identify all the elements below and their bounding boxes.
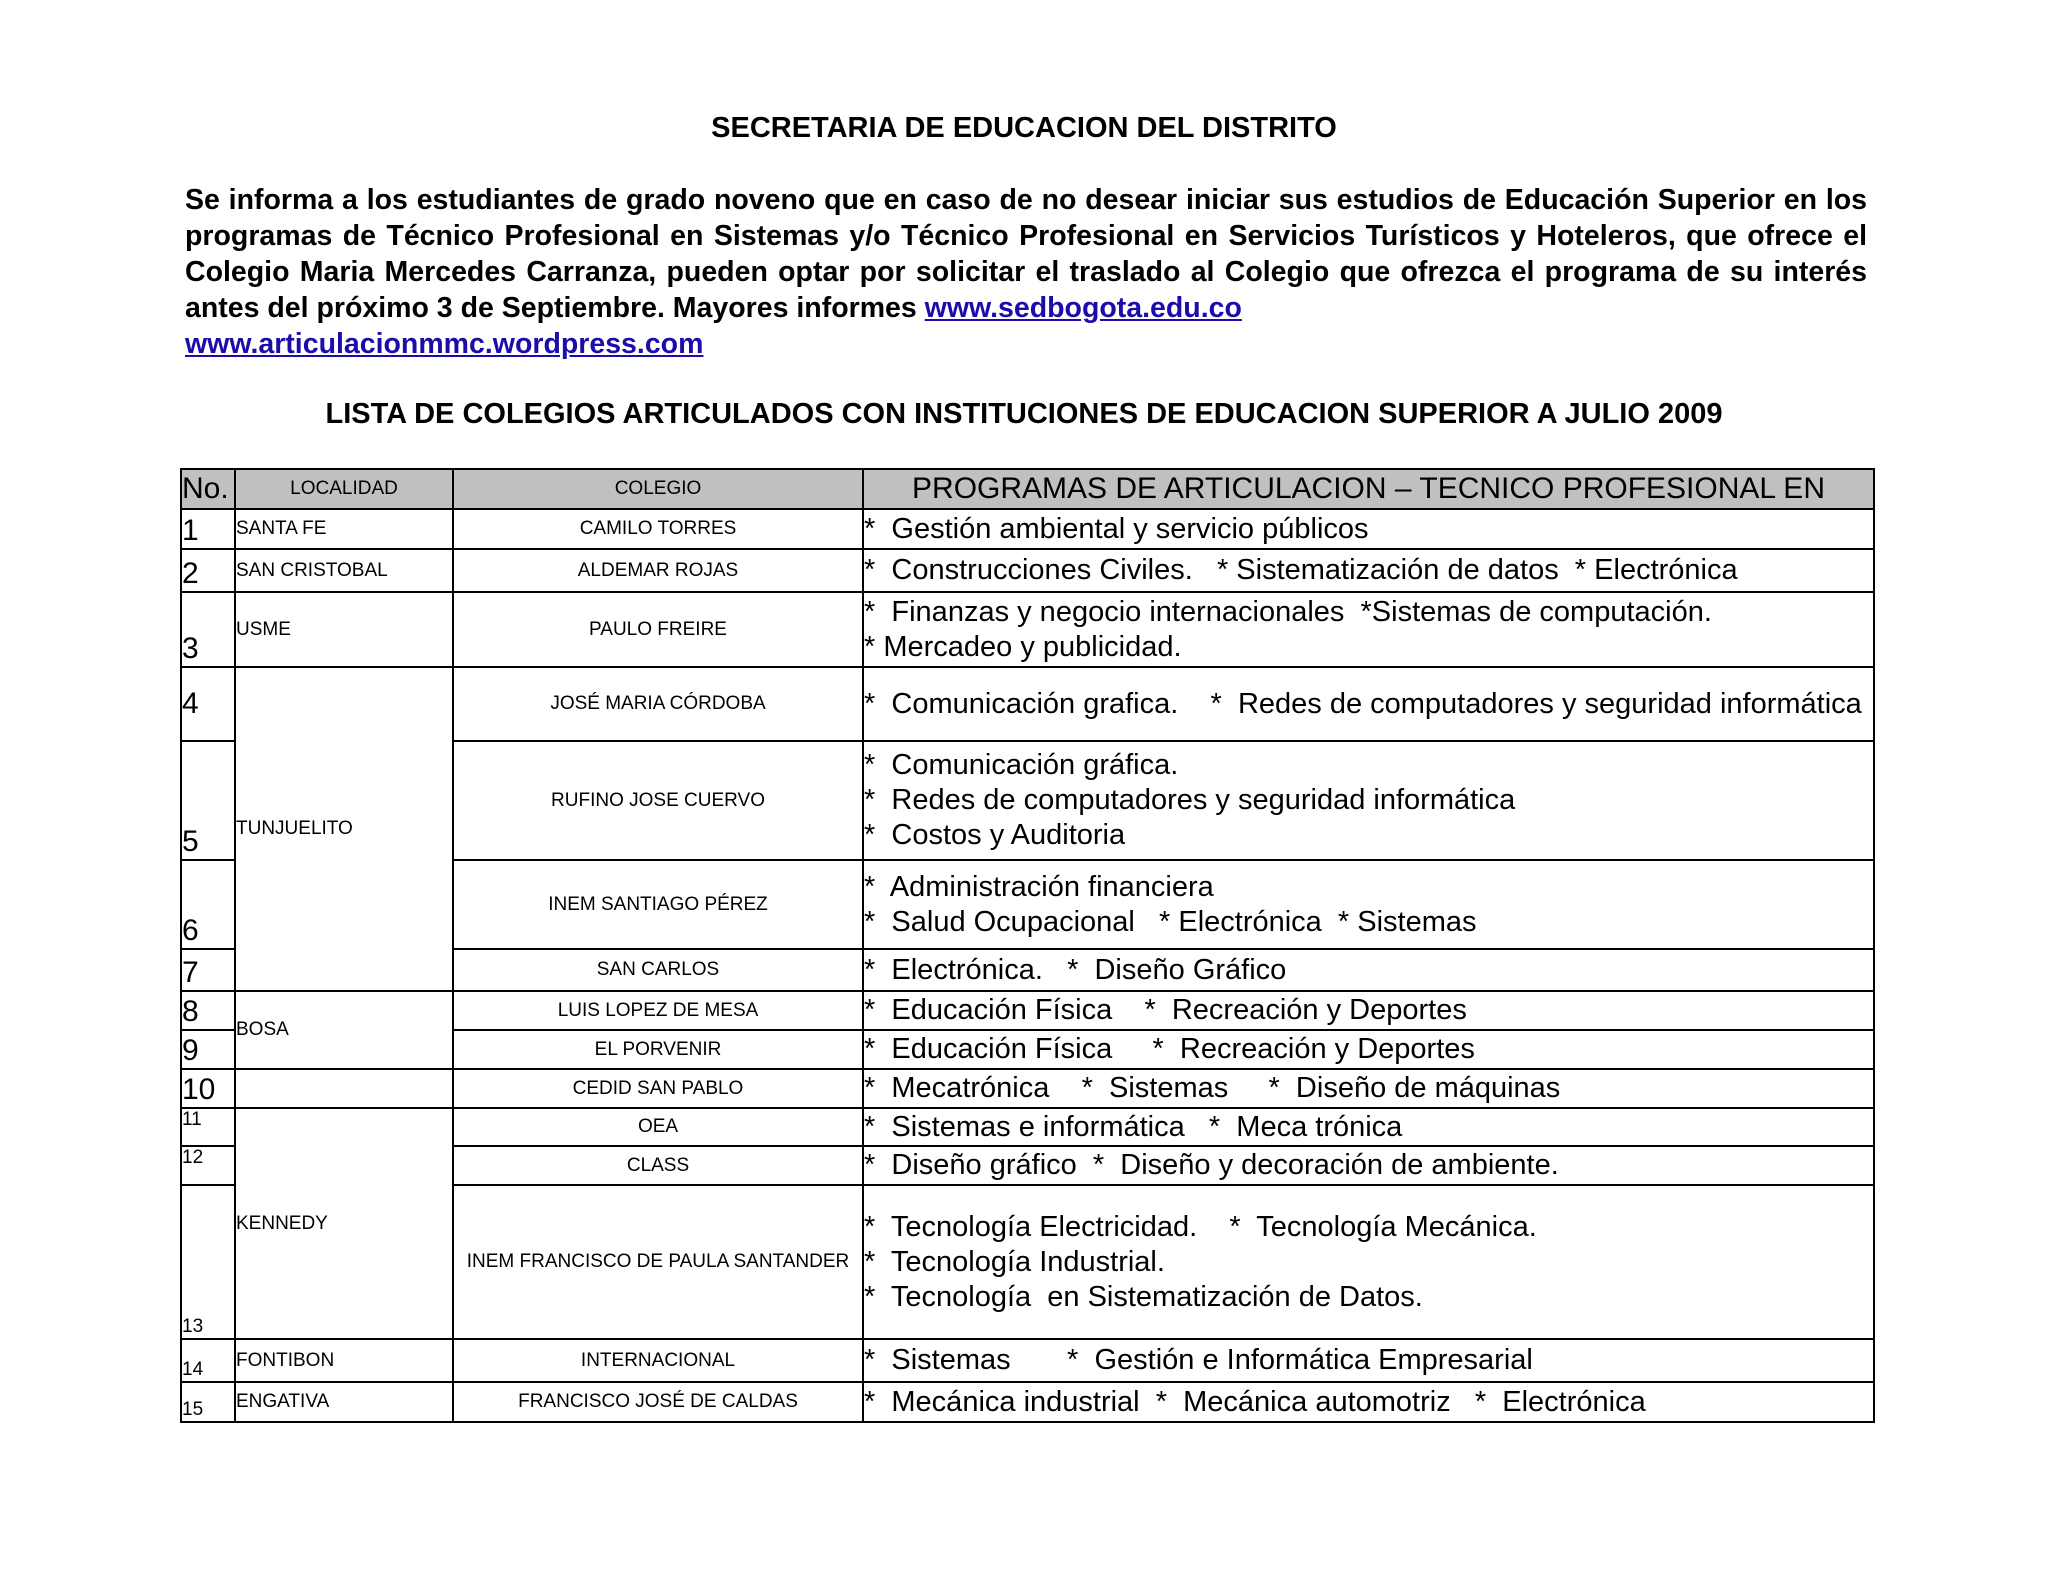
row-programas bbox=[863, 1030, 1874, 1069]
row-localidad: SANTA FE bbox=[235, 509, 453, 549]
header-programas: PROGRAMAS DE ARTICULACION – TECNICO PROFESIONAL EN bbox=[863, 469, 1874, 509]
row-programas bbox=[863, 949, 1874, 991]
row-colegio: SAN CARLOS bbox=[453, 949, 863, 991]
row-programas bbox=[863, 549, 1874, 592]
row-number: 10 bbox=[181, 1069, 235, 1108]
row-colegio: CLASS bbox=[453, 1146, 863, 1185]
row-colegio: OEA bbox=[453, 1108, 863, 1146]
row-number: 15 bbox=[181, 1382, 235, 1422]
header-no: No. bbox=[181, 469, 235, 509]
sedbogota-link[interactable]: www.sedbogota.edu.co bbox=[924, 292, 1242, 324]
table-row bbox=[181, 1339, 1874, 1382]
row-programas bbox=[863, 741, 1874, 860]
row-colegio: LUIS LOPEZ DE MESA bbox=[453, 991, 863, 1030]
row-number: 2 bbox=[181, 549, 235, 592]
row-programas bbox=[863, 509, 1874, 549]
row-localidad: FONTIBON bbox=[235, 1339, 453, 1382]
row-number: 7 bbox=[181, 949, 235, 991]
programa-line: * Construcciones Civiles. * Sistematización de datos * Electrónica bbox=[864, 554, 1738, 586]
row-programas bbox=[863, 667, 1874, 741]
programa-line: * Educación Física * Recreación y Deportes bbox=[864, 1033, 1475, 1065]
row-localidad: USME bbox=[235, 592, 453, 667]
programa-line: * Salud Ocupacional * Electrónica * Sistemas bbox=[864, 905, 1477, 938]
row-number: 11 bbox=[181, 1108, 235, 1146]
programa-line: * Sistemas * Gestión e Informática Empresarial bbox=[864, 1344, 1533, 1376]
table-row bbox=[181, 667, 1874, 741]
notice-paragraph bbox=[185, 182, 1867, 362]
programa-line: * Tecnología Electricidad. * Tecnología Mecánica. bbox=[864, 1210, 1537, 1243]
row-number: 6 bbox=[181, 860, 235, 949]
row-number: 5 bbox=[181, 741, 235, 860]
row-localidad bbox=[235, 1069, 453, 1108]
row-colegio: INEM FRANCISCO DE PAULA SANTANDER bbox=[453, 1185, 863, 1339]
row-colegio: PAULO FREIRE bbox=[453, 592, 863, 667]
programa-line: * Tecnología Industrial. bbox=[864, 1245, 1165, 1278]
programa-line: * Educación Física * Recreación y Deportes bbox=[864, 994, 1467, 1026]
row-localidad: TUNJUELITO bbox=[235, 667, 453, 991]
table-row bbox=[181, 1382, 1874, 1422]
row-number: 1 bbox=[181, 509, 235, 549]
row-localidad: ENGATIVA bbox=[235, 1382, 453, 1422]
notice-text: Se informa a los estudiantes de grado noveno que en caso de no desear iniciar sus estudios de Educación Superior en los programas de Técnico Profesional en Sistemas y/o Técnico Profesional en Servicios Turísticos y Hoteleros, que ofrece el Colegio Maria Mercedes Carranza, pueden optar por solicitar el traslado al Colegio que ofrezca el programa de su interés antes del próximo 3 de Septiembre. Mayores informes bbox=[185, 184, 1867, 324]
articulacion-link[interactable]: www.articulacionmmc.wordpress.com bbox=[185, 328, 704, 360]
programa-line: * Electrónica. * Diseño Gráfico bbox=[864, 953, 1287, 986]
row-programas bbox=[863, 1185, 1874, 1339]
row-number: 14 bbox=[181, 1339, 235, 1382]
row-colegio: INTERNACIONAL bbox=[453, 1339, 863, 1382]
table-header-row bbox=[181, 469, 1874, 509]
row-number: 3 bbox=[181, 592, 235, 667]
table-row bbox=[181, 1108, 1874, 1146]
programa-line: * Tecnología en Sistematización de Datos. bbox=[864, 1280, 1423, 1313]
row-colegio: INEM SANTIAGO PÉREZ bbox=[453, 860, 863, 949]
row-number: 13 bbox=[181, 1185, 235, 1339]
header-colegio: COLEGIO bbox=[453, 469, 863, 509]
programa-line: * Comunicación gráfica. bbox=[864, 749, 1179, 781]
programa-line: * Administración financiera bbox=[864, 870, 1214, 903]
document-title: SECRETARIA DE EDUCACION DEL DISTRITO bbox=[711, 112, 1337, 144]
programa-line: * Sistemas e informática * Meca trónica bbox=[864, 1110, 1403, 1143]
programa-line: * Redes de computadores y seguridad informática bbox=[864, 784, 1516, 816]
programa-line: * Comunicación grafica. * Redes de computadores y seguridad informática bbox=[864, 687, 1862, 720]
programa-line: * Finanzas y negocio internacionales *Sistemas de computación. bbox=[864, 595, 1712, 628]
row-programas bbox=[863, 592, 1874, 667]
colegios-table bbox=[180, 468, 1875, 1423]
row-programas bbox=[863, 1069, 1874, 1108]
programa-line: * Mecánica industrial * Mecánica automotriz * Electrónica bbox=[864, 1385, 1646, 1418]
row-number: 4 bbox=[181, 667, 235, 741]
row-colegio: EL PORVENIR bbox=[453, 1030, 863, 1069]
programa-line: * Mercadeo y publicidad. bbox=[864, 630, 1182, 663]
row-programas bbox=[863, 1146, 1874, 1185]
row-colegio: JOSÉ MARIA CÓRDOBA bbox=[453, 667, 863, 741]
programa-line: * Diseño gráfico * Diseño y decoración de ambiente. bbox=[864, 1149, 1559, 1181]
row-number: 9 bbox=[181, 1030, 235, 1069]
table-row bbox=[181, 991, 1874, 1030]
row-colegio: FRANCISCO JOSÉ DE CALDAS bbox=[453, 1382, 863, 1422]
row-colegio: CEDID SAN PABLO bbox=[453, 1069, 863, 1108]
row-colegio: RUFINO JOSE CUERVO bbox=[453, 741, 863, 860]
programa-line: * Costos y Auditoria bbox=[864, 819, 1126, 851]
row-localidad: KENNEDY bbox=[235, 1108, 453, 1339]
row-colegio: CAMILO TORRES bbox=[453, 509, 863, 549]
row-localidad: BOSA bbox=[235, 991, 453, 1069]
table-row bbox=[181, 592, 1874, 667]
header-localidad: LOCALIDAD bbox=[235, 469, 453, 509]
row-programas bbox=[863, 1339, 1874, 1382]
row-colegio: ALDEMAR ROJAS bbox=[453, 549, 863, 592]
row-localidad: SAN CRISTOBAL bbox=[235, 549, 453, 592]
row-programas bbox=[863, 860, 1874, 949]
row-programas bbox=[863, 1108, 1874, 1146]
row-number: 12 bbox=[181, 1146, 235, 1185]
programa-line: * Gestión ambiental y servicio públicos bbox=[864, 512, 1369, 545]
list-subtitle: LISTA DE COLEGIOS ARTICULADOS CON INSTITUCIONES DE EDUCACION SUPERIOR A JULIO 2009 bbox=[325, 398, 1723, 430]
table-row bbox=[181, 1069, 1874, 1108]
row-number: 8 bbox=[181, 991, 235, 1030]
table-row bbox=[181, 509, 1874, 549]
table-row bbox=[181, 549, 1874, 592]
row-programas bbox=[863, 1382, 1874, 1422]
row-programas bbox=[863, 991, 1874, 1030]
programa-line: * Mecatrónica * Sistemas * Diseño de máquinas bbox=[864, 1072, 1561, 1104]
